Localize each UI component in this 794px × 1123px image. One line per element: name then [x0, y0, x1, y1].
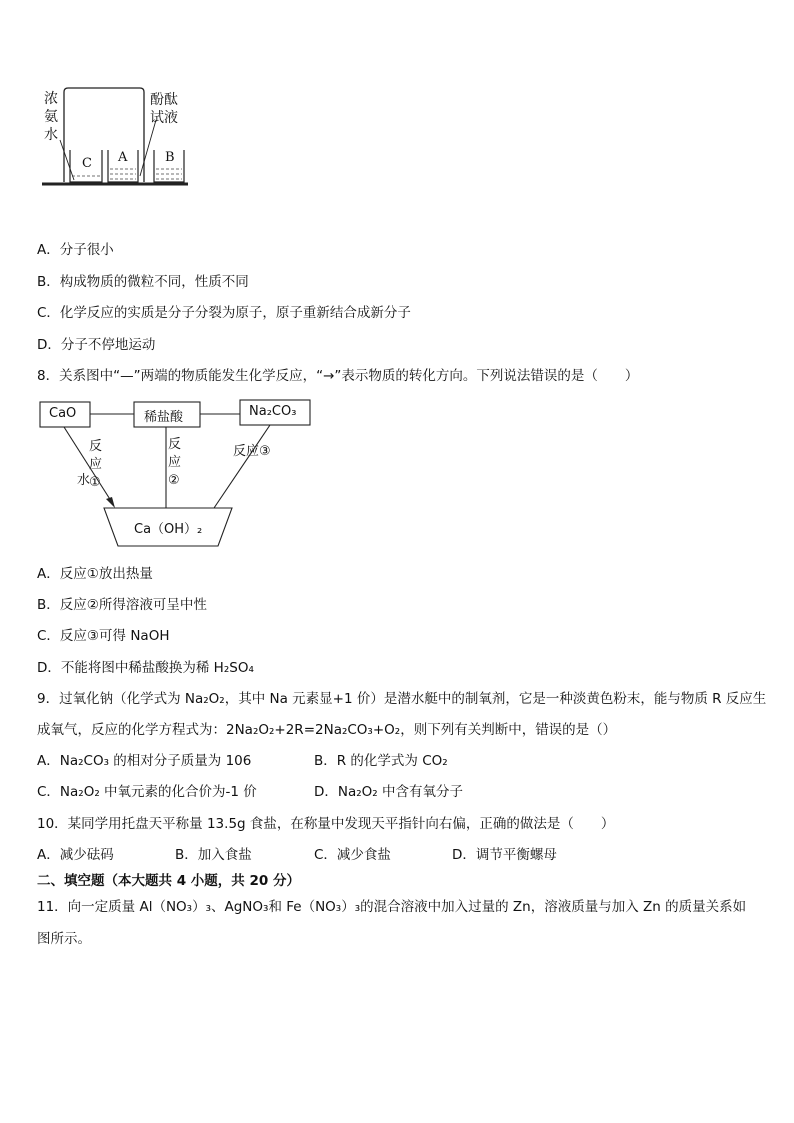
node-caoh2: Ca（OH）₂	[134, 522, 203, 537]
q7-option-d: D．分子不停地运动	[37, 337, 156, 353]
beaker-c-label: C	[82, 156, 92, 171]
reaction-2-label: 反应②	[168, 437, 182, 488]
q10-option-c: C．减少食盐	[314, 847, 391, 863]
q8-option-c: C．反应③可得 NaOH	[37, 628, 170, 644]
q9-stem-line2: 成氧气，反应的化学方程式为：2Na₂O₂+2R=2Na₂CO₃+O₂，则下列有关判断中，错误的是（）	[37, 722, 617, 738]
q7-option-b: B．构成物质的微粒不同，性质不同	[37, 274, 249, 290]
right-label-1: 酚酞	[150, 92, 178, 108]
beaker-b-label: B	[165, 150, 175, 165]
q8-option-d: D．不能将图中稀盐酸换为稀 H₂SO₄	[37, 660, 254, 676]
q9-stem-line1: 9．过氧化钠（化学式为 Na₂O₂，其中 Na 元素显+1 价）是潜水艇中的制氧剂，它是一种淡黄色粉末，能与物质 R 反应生	[37, 691, 767, 707]
q8-option-a: A．反应①放出热量	[37, 566, 153, 582]
q10-stem: 10．某同学用托盘天平称量 13.5g 食盐，在称量中发现天平指针向右偏，正确的做法是（ ）	[37, 816, 615, 832]
reaction-1-label: 反应①	[89, 439, 103, 490]
node-na2co3: Na₂CO₃	[249, 404, 297, 419]
q8-stem: 8．关系图中“—”两端的物质能发生化学反应，“→”表示物质的转化方向。下列说法错误的是（ ）	[37, 368, 639, 384]
q9-option-a: A．Na₂CO₃ 的相对分子质量为 106	[37, 753, 252, 769]
q8-option-b: B．反应②所得溶液可呈中性	[37, 597, 207, 613]
node-dilute-hcl: 稀盐酸	[144, 410, 184, 425]
right-label-2: 试液	[150, 110, 178, 126]
section-heading: 二、填空题（本大题共 4 小题，共 20 分）	[37, 873, 300, 889]
q10-option-a: A．减少砝码	[37, 847, 114, 863]
q10-option-d: D．调节平衡螺母	[452, 847, 557, 863]
left-label: 浓氨水	[44, 91, 58, 143]
q9-option-b: B．R 的化学式为 CO₂	[314, 753, 448, 769]
q11-line1: 11．向一定质量 Al（NO₃）₃、AgNO₃和 Fe（NO₃）₃的混合溶液中加入过量的 Zn，溶液质量与加入 Zn 的质量关系如	[37, 899, 747, 915]
q9-option-d: D．Na₂O₂ 中含有氧分子	[314, 784, 464, 800]
q7-option-a: A．分子很小	[37, 242, 114, 258]
q10-option-b: B．加入食盐	[175, 847, 252, 863]
q9-option-c: C．Na₂O₂ 中氧元素的化合价为-1 价	[37, 784, 257, 800]
node-cao: CaO	[49, 406, 77, 421]
q11-line2: 图所示。	[37, 931, 91, 947]
q7-option-c: C．化学反应的实质是分子分裂为原子，原子重新结合成新分子	[37, 305, 411, 321]
reaction-1-water: 水	[77, 473, 91, 488]
beaker-a-label: A	[118, 150, 128, 165]
reaction-3-label: 反应③	[233, 444, 271, 459]
